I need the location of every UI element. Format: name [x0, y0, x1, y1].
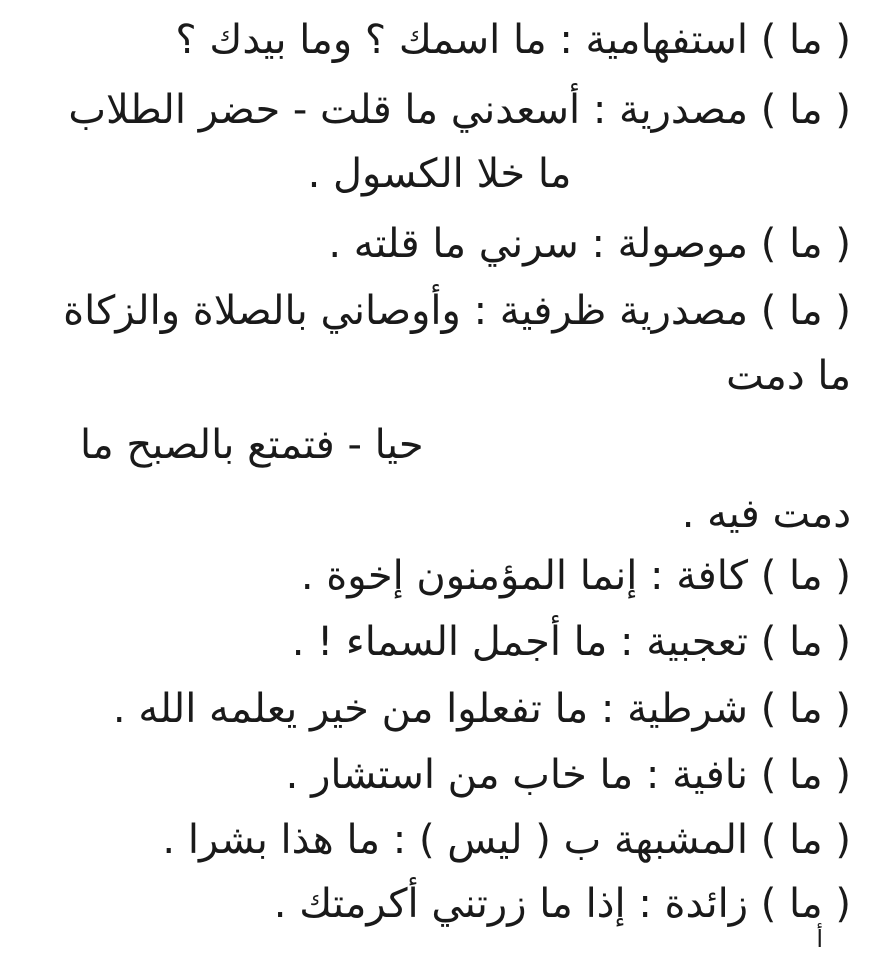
text-line-infinitive: ( ما ) مصدرية : أسعدني ما قلت - حضر الطلاب — [68, 87, 851, 133]
text-line-adverbial-cont-1: ما دمت — [726, 353, 851, 399]
text-line-exclamatory: ( ما ) تعجبية : ما أجمل السماء ! . — [291, 619, 851, 665]
text-line-laysa-like: ( ما ) المشبهة ب ( ليس ) : ما هذا بشرا . — [162, 817, 851, 863]
text-line-redundant: ( ما ) زائدة : إذا ما زرتني أكرمتك . — [273, 881, 851, 927]
text-line-restrictive: ( ما ) كافة : إنما المؤمنون إخوة . — [300, 553, 851, 599]
text-line-adverbial-cont-2: حيا - فتمتع بالصبح ما — [80, 422, 424, 468]
text-line-interrogative: ( ما ) استفهامية : ما اسمك ؟ وما بيدك ؟ — [175, 17, 851, 63]
cut-off-next-line — [0, 925, 879, 953]
text-line-adverbial-infinitive: ( ما ) مصدرية ظرفية : وأوصاني بالصلاة والزكاة — [63, 288, 851, 334]
cut-off-glyph: أ — [816, 925, 823, 953]
text-line-conditional: ( ما ) شرطية : ما تفعلوا من خير يعلمه الله . — [112, 686, 851, 732]
text-line-adverbial-cont-3: دمت فيه . — [681, 491, 851, 537]
text-line-relative: ( ما ) موصولة : سرني ما قلته . — [328, 221, 851, 267]
text-line-infinitive-cont: ما خلا الكسول . — [307, 151, 572, 197]
text-line-negation: ( ما ) نافية : ما خاب من استشار . — [285, 752, 851, 798]
